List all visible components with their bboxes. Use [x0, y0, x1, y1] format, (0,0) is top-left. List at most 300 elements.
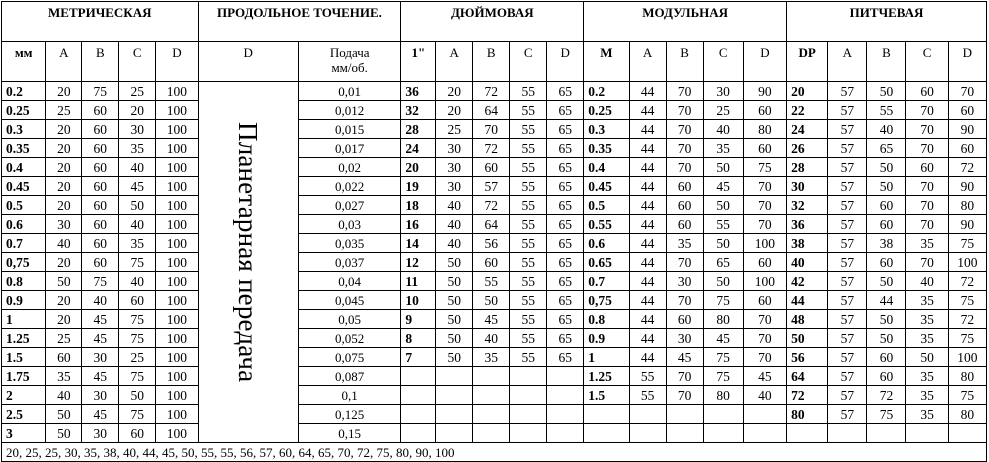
pitch-cell: 38 [867, 234, 906, 253]
pitch-cell: 70 [906, 215, 948, 234]
table-row [2, 405, 987, 424]
inch-cell: 65 [547, 234, 584, 253]
pitch-cell: 57 [828, 367, 867, 386]
pitch-a-header: A [828, 42, 867, 82]
pitch-cell: 35 [906, 405, 948, 424]
pitch-cell: 36 [787, 215, 828, 234]
pitch-cell: 48 [787, 310, 828, 329]
pitch-cell: 35 [906, 386, 948, 405]
metric-cell: 75 [82, 272, 119, 291]
pitch-cell: 35 [906, 329, 948, 348]
inch-cell: 72 [473, 196, 510, 215]
pitch-cell: 32 [787, 196, 828, 215]
modular-cell: 0.5 [584, 196, 629, 215]
inch-empty-cell [436, 367, 473, 386]
inch-empty-cell [473, 386, 510, 405]
metric-cell: 45 [82, 329, 119, 348]
inch-cell: 65 [547, 291, 584, 310]
section-header-row [2, 2, 987, 42]
pitch-dp-header: DP [787, 42, 828, 82]
inch-cell: 55 [510, 215, 547, 234]
pitch-cell: 35 [906, 234, 948, 253]
inch-cell: 55 [510, 158, 547, 177]
metric-cell: 100 [156, 348, 198, 367]
pitch-cell: 50 [787, 329, 828, 348]
column-header-row [2, 42, 987, 82]
metric-cell: 60 [119, 424, 156, 443]
modular-cell: 0.4 [584, 158, 629, 177]
modular-cell: 70 [666, 120, 703, 139]
pitch-cell: 50 [867, 177, 906, 196]
inch-cell: 20 [436, 101, 473, 120]
modular-cell: 44 [629, 310, 666, 329]
inch-cell: 55 [510, 310, 547, 329]
table-row [2, 196, 987, 215]
feed-value-cell: 0,075 [298, 348, 401, 367]
inch-cell: 55 [510, 177, 547, 196]
metric-cell: 60 [82, 215, 119, 234]
table-row [2, 234, 987, 253]
inch-cell: 55 [510, 139, 547, 158]
metric-cell: 50 [46, 272, 82, 291]
modular-cell: 0.45 [584, 177, 629, 196]
modular-cell: 0.65 [584, 253, 629, 272]
pitch-cell: 50 [867, 82, 906, 101]
longitudinal-section-title: ПРОДОЛЬНОЕ ТОЧЕНИЕ. [198, 2, 401, 42]
pitch-cell: 60 [867, 348, 906, 367]
metric-cell: 20 [46, 253, 82, 272]
metric-cell: 3 [2, 424, 46, 443]
pitch-cell: 75 [948, 386, 986, 405]
metric-cell: 0.3 [2, 120, 46, 139]
pitch-cell: 60 [867, 367, 906, 386]
metric-cell: 20 [46, 196, 82, 215]
pitch-cell: 90 [948, 177, 986, 196]
inch-cell: 50 [436, 310, 473, 329]
pitch-cell: 70 [906, 120, 948, 139]
metric-cell: 60 [82, 177, 119, 196]
inch-cell: 65 [547, 101, 584, 120]
metric-cell: 1.5 [2, 348, 46, 367]
metric-cell: 35 [46, 367, 82, 386]
pitch-cell: 65 [867, 139, 906, 158]
metric-cell: 40 [119, 158, 156, 177]
modular-cell: 55 [629, 367, 666, 386]
inch-cell: 55 [473, 272, 510, 291]
pitch-cell: 35 [906, 291, 948, 310]
metric-cell: 0.6 [2, 215, 46, 234]
metric-cell: 20 [46, 177, 82, 196]
inch-cell: 55 [510, 101, 547, 120]
modular-section-title: МОДУЛЬНАЯ [584, 2, 787, 42]
metric-cell: 1.25 [2, 329, 46, 348]
feed-value-cell: 0,01 [298, 82, 401, 101]
metric-cell: 60 [82, 253, 119, 272]
metric-cell: 45 [82, 405, 119, 424]
inch-cell: 65 [547, 139, 584, 158]
modular-cell: 44 [629, 120, 666, 139]
modular-empty-cell [584, 424, 629, 443]
modular-cell: 55 [703, 215, 743, 234]
inch-cell: 45 [473, 310, 510, 329]
modular-cell: 0.9 [584, 329, 629, 348]
inch-cell: 72 [473, 139, 510, 158]
modular-cell: 0.2 [584, 82, 629, 101]
modular-cell: 60 [666, 196, 703, 215]
inch-cell: 20 [401, 158, 436, 177]
inch-section-title: ДЮЙМОВАЯ [401, 2, 584, 42]
feed-header-line1: Подача [329, 45, 370, 60]
inch-cell: 64 [473, 215, 510, 234]
inch-empty-cell [436, 405, 473, 424]
modular-cell: 70 [666, 386, 703, 405]
modular-cell: 70 [666, 367, 703, 386]
inch-cell: 7 [401, 348, 436, 367]
metric-cell: 75 [119, 405, 156, 424]
modular-cell: 44 [629, 215, 666, 234]
metric-cell: 60 [82, 139, 119, 158]
inch-d-header: D [547, 42, 584, 82]
feed-value-cell: 0,05 [298, 310, 401, 329]
metric-cell: 50 [46, 405, 82, 424]
feed-value-cell: 0,02 [298, 158, 401, 177]
inch-cell: 55 [510, 120, 547, 139]
inch-cell: 65 [547, 310, 584, 329]
inch-cell: 19 [401, 177, 436, 196]
pitch-cell: 57 [828, 215, 867, 234]
inch-cell: 10 [401, 291, 436, 310]
metric-cell: 45 [82, 310, 119, 329]
pitch-cell: 40 [906, 272, 948, 291]
inch-cell: 50 [436, 329, 473, 348]
metric-cell: 60 [82, 158, 119, 177]
modular-cell: 35 [703, 139, 743, 158]
modular-cell: 44 [629, 177, 666, 196]
pitch-cell: 100 [948, 348, 986, 367]
metric-cell: 60 [46, 348, 82, 367]
feed-value-cell: 0,037 [298, 253, 401, 272]
metric-cell: 0,75 [2, 253, 46, 272]
pitch-cell: 38 [787, 234, 828, 253]
modular-cell: 75 [703, 348, 743, 367]
feed-value-cell: 0,035 [298, 234, 401, 253]
metric-b-header: B [82, 42, 119, 82]
modular-cell: 90 [743, 82, 786, 101]
table-row [2, 253, 987, 272]
metric-cell: 30 [119, 120, 156, 139]
inch-cell: 20 [436, 82, 473, 101]
inch-cell: 60 [473, 158, 510, 177]
inch-cell: 56 [473, 234, 510, 253]
inch-empty-cell [401, 405, 436, 424]
modular-cell: 44 [629, 82, 666, 101]
modular-cell: 44 [629, 348, 666, 367]
pitch-cell: 72 [787, 386, 828, 405]
modular-cell: 44 [629, 101, 666, 120]
pitch-cell: 60 [948, 101, 986, 120]
modular-cell: 70 [666, 253, 703, 272]
metric-cell: 40 [46, 386, 82, 405]
modular-cell: 60 [743, 101, 786, 120]
pitch-cell: 44 [787, 291, 828, 310]
modular-cell: 70 [743, 215, 786, 234]
pitch-cell: 57 [828, 82, 867, 101]
feed-value-cell: 0,15 [298, 424, 401, 443]
modular-cell: 60 [743, 253, 786, 272]
feed-value-cell: 0,052 [298, 329, 401, 348]
modular-cell: 70 [666, 158, 703, 177]
modular-empty-cell [584, 405, 629, 424]
inch-empty-cell [401, 424, 436, 443]
modular-cell: 80 [743, 120, 786, 139]
modular-c-header: C [703, 42, 743, 82]
pitch-cell: 57 [828, 386, 867, 405]
inch-cell: 40 [473, 329, 510, 348]
modular-cell: 44 [629, 196, 666, 215]
metric-cell: 75 [119, 253, 156, 272]
inch-cell: 55 [510, 329, 547, 348]
metric-cell: 100 [156, 424, 198, 443]
modular-cell: 0.55 [584, 215, 629, 234]
pitch-cell: 60 [906, 158, 948, 177]
inch-cell: 65 [547, 158, 584, 177]
metric-cell: 0.45 [2, 177, 46, 196]
inch-cell: 25 [436, 120, 473, 139]
inch-cell: 50 [436, 272, 473, 291]
modular-empty-cell [666, 405, 703, 424]
pitch-empty-cell [906, 424, 948, 443]
modular-cell: 75 [743, 158, 786, 177]
modular-cell: 50 [703, 272, 743, 291]
pitch-cell: 56 [787, 348, 828, 367]
metric-cell: 100 [156, 367, 198, 386]
modular-cell: 44 [629, 139, 666, 158]
pitch-cell: 57 [828, 101, 867, 120]
inch-cell: 55 [510, 253, 547, 272]
feed-header [298, 42, 401, 82]
modular-cell: 70 [743, 329, 786, 348]
feed-value-cell: 0,03 [298, 215, 401, 234]
modular-cell: 60 [666, 177, 703, 196]
pitch-cell: 72 [948, 158, 986, 177]
pitch-cell: 70 [906, 139, 948, 158]
metric-cell: 100 [156, 196, 198, 215]
modular-cell: 60 [743, 291, 786, 310]
table-row [2, 310, 987, 329]
inch-cell: 65 [547, 177, 584, 196]
metric-cell: 100 [156, 120, 198, 139]
metric-d-header: D [156, 42, 198, 82]
inch-cell: 32 [401, 101, 436, 120]
modular-cell: 60 [666, 215, 703, 234]
metric-cell: 75 [119, 310, 156, 329]
pitch-d-header: D [948, 42, 986, 82]
pitch-cell: 70 [948, 82, 986, 101]
inch-cell: 50 [436, 253, 473, 272]
inch-cell: 55 [510, 291, 547, 310]
pitch-cell: 50 [867, 310, 906, 329]
inch-cell: 65 [547, 329, 584, 348]
pitch-cell: 57 [828, 310, 867, 329]
pitch-cell: 57 [828, 177, 867, 196]
metric-cell: 100 [156, 82, 198, 101]
inch-cell: 70 [473, 120, 510, 139]
inch-cell: 36 [401, 82, 436, 101]
modular-cell: 0.8 [584, 310, 629, 329]
inch-empty-cell [510, 405, 547, 424]
modular-cell: 0.7 [584, 272, 629, 291]
pitch-cell: 100 [948, 253, 986, 272]
metric-cell: 100 [156, 101, 198, 120]
modular-cell: 1.25 [584, 367, 629, 386]
inch-empty-cell [473, 405, 510, 424]
feed-value-cell: 0,012 [298, 101, 401, 120]
metric-cell: 20 [46, 139, 82, 158]
inch-cell: 30 [436, 158, 473, 177]
inch-cell: 55 [510, 196, 547, 215]
modular-cell: 30 [666, 272, 703, 291]
modular-cell: 30 [666, 329, 703, 348]
pitch-cell: 50 [906, 348, 948, 367]
modular-cell: 70 [666, 291, 703, 310]
inch-cell: 65 [547, 196, 584, 215]
pitch-cell: 57 [828, 291, 867, 310]
feed-header-line2: мм/об. [331, 60, 368, 75]
table-row [2, 177, 987, 196]
feed-value-cell: 0,017 [298, 139, 401, 158]
table-row [2, 139, 987, 158]
inch-cell: 57 [473, 177, 510, 196]
metric-cell: 0.8 [2, 272, 46, 291]
pitch-cell: 55 [867, 101, 906, 120]
inch-tpi-header: 1" [401, 42, 436, 82]
modular-cell: 40 [703, 120, 743, 139]
pitch-c-header: C [906, 42, 948, 82]
metric-cell: 100 [156, 139, 198, 158]
metric-cell: 40 [119, 215, 156, 234]
inch-cell: 65 [547, 272, 584, 291]
modular-empty-cell [629, 405, 666, 424]
inch-cell: 40 [436, 196, 473, 215]
modular-cell: 45 [703, 329, 743, 348]
pitch-empty-cell [867, 424, 906, 443]
pitch-b-header: B [867, 42, 906, 82]
metric-cell: 25 [119, 82, 156, 101]
metric-cell: 2 [2, 386, 46, 405]
metric-cell: 1 [2, 310, 46, 329]
metric-cell: 45 [119, 177, 156, 196]
planetary-gear-label: Планетарная передача [233, 122, 264, 383]
pitch-cell: 72 [948, 310, 986, 329]
pitch-cell: 44 [867, 291, 906, 310]
inch-cell: 16 [401, 215, 436, 234]
metric-cell: 50 [119, 196, 156, 215]
metric-cell: 0.5 [2, 196, 46, 215]
inch-cell: 14 [401, 234, 436, 253]
modular-cell: 60 [666, 310, 703, 329]
inch-cell: 60 [473, 253, 510, 272]
inch-cell: 40 [436, 215, 473, 234]
inch-cell: 65 [547, 82, 584, 101]
metric-cell: 40 [82, 291, 119, 310]
pitch-cell: 22 [787, 101, 828, 120]
pitch-cell: 57 [828, 234, 867, 253]
modular-cell: 30 [703, 82, 743, 101]
modular-cell: 25 [703, 101, 743, 120]
metric-cell: 60 [82, 196, 119, 215]
pitch-cell: 75 [948, 234, 986, 253]
pitch-cell: 35 [906, 310, 948, 329]
metric-a-header: A [46, 42, 82, 82]
table-row [2, 348, 987, 367]
modular-empty-cell [743, 405, 786, 424]
pitch-cell: 60 [906, 82, 948, 101]
modular-cell: 44 [629, 158, 666, 177]
table-row [2, 120, 987, 139]
modular-cell: 100 [743, 234, 786, 253]
modular-empty-cell [743, 424, 786, 443]
pitch-cell: 70 [906, 196, 948, 215]
inch-cell: 72 [473, 82, 510, 101]
pitch-cell: 57 [828, 196, 867, 215]
modular-cell: 0.3 [584, 120, 629, 139]
pitch-cell: 50 [867, 272, 906, 291]
table-row [2, 424, 987, 443]
pitch-cell: 57 [828, 120, 867, 139]
inch-empty-cell [547, 386, 584, 405]
table-row [2, 101, 987, 120]
modular-cell: 44 [629, 253, 666, 272]
inch-cell: 50 [436, 291, 473, 310]
modular-empty-cell [629, 424, 666, 443]
inch-cell: 65 [547, 348, 584, 367]
modular-cell: 50 [703, 158, 743, 177]
metric-cell: 1.75 [2, 367, 46, 386]
pitch-cell: 60 [948, 139, 986, 158]
gear-table-wrapper [1, 1, 987, 462]
metric-cell: 100 [156, 310, 198, 329]
modular-cell: 1 [584, 348, 629, 367]
pitch-cell: 70 [906, 101, 948, 120]
inch-cell: 35 [473, 348, 510, 367]
table-row [2, 329, 987, 348]
modular-cell: 60 [743, 139, 786, 158]
metric-cell: 20 [46, 120, 82, 139]
pitch-cell: 80 [948, 405, 986, 424]
metric-cell: 35 [119, 234, 156, 253]
gear-ratio-table [1, 1, 987, 462]
inch-cell: 24 [401, 139, 436, 158]
modular-cell: 44 [629, 291, 666, 310]
inch-empty-cell [473, 424, 510, 443]
pitch-cell: 35 [906, 367, 948, 386]
metric-cell: 100 [156, 177, 198, 196]
modular-cell: 1.5 [584, 386, 629, 405]
modular-cell: 0.35 [584, 139, 629, 158]
pitch-cell: 57 [828, 139, 867, 158]
inch-cell: 55 [510, 272, 547, 291]
pitch-cell: 42 [787, 272, 828, 291]
pitch-cell: 64 [787, 367, 828, 386]
metric-cell: 40 [119, 272, 156, 291]
inch-cell: 30 [436, 177, 473, 196]
metric-cell: 0.7 [2, 234, 46, 253]
pitch-cell: 80 [948, 367, 986, 386]
table-row [2, 82, 987, 101]
pitch-cell: 40 [867, 120, 906, 139]
modular-cell: 70 [743, 310, 786, 329]
inch-cell: 40 [436, 234, 473, 253]
